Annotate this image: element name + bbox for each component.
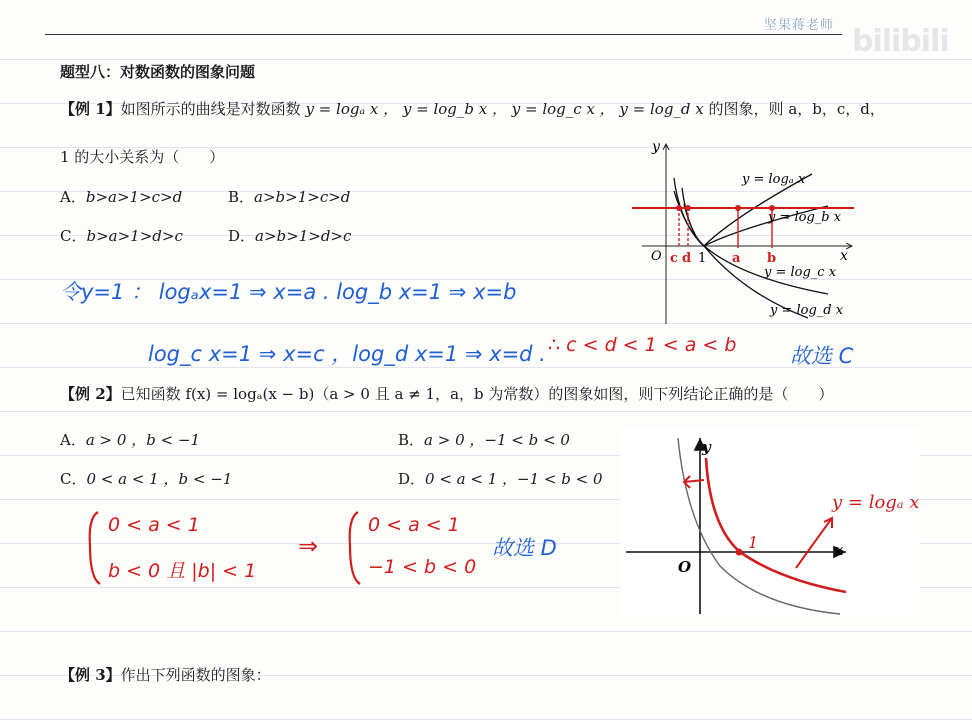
example1-option-b: B．a>b>1>c>d — [228, 188, 351, 206]
example2-option-d: D．0 < a < 1 ，−1 < b < 0 — [398, 470, 603, 488]
origin-label-2: O — [678, 558, 692, 576]
label-log-a: y = logₐ x — [742, 172, 806, 187]
example1-option-a: A．b>a>1>c>d — [60, 188, 183, 206]
example3-tag: 【例 3】 — [60, 666, 121, 684]
example1-stem-suffix: 的图象，则 a，b，c，d， — [708, 100, 885, 118]
ex2-hw-answer: 故选 D — [492, 536, 557, 560]
mark-c: c — [670, 251, 678, 266]
mark-d: d — [682, 251, 692, 266]
brace-left-1 — [84, 508, 104, 586]
example1-option-c: C．b>a>1>d>c — [60, 227, 183, 245]
example1-log-chart — [622, 136, 862, 328]
example1-stem-line2: 1 的大小关系为（ ） — [60, 148, 225, 166]
example2-stem-text: 已知函数 f(x) = logₐ(x − b)（a > 0 且 a ≠ 1，a，b 为常数）的图象如图，则下列结论正确的是（ ） — [120, 385, 834, 403]
y-axis-label: y — [652, 139, 660, 155]
ex2-hw-sys1-b: b < 0 且 |b| < 1 — [108, 560, 257, 582]
bilibili-logo: bilibili — [852, 24, 949, 59]
example1-tag: 【例 1】 — [60, 100, 121, 118]
example1-stem — [60, 98, 885, 119]
ex2-hw-sys1-a: 0 < a < 1 — [108, 514, 200, 536]
ex2-hw-sys2-b: −1 < b < 0 — [368, 556, 477, 578]
point-d — [685, 205, 691, 211]
mark-1: 1 — [698, 251, 707, 266]
mark-a: a — [732, 251, 741, 266]
example1-handwriting-conclusion: ∴ c < d < 1 < a < b — [548, 334, 737, 356]
example2-stem — [60, 383, 833, 404]
label-log-d: y = log_d x — [770, 303, 844, 318]
example1-handwriting-line2: log_c x=1 ⇒ x=c ，log_d x=1 ⇒ x=d . — [148, 342, 546, 366]
ex2-hw-arrow: ⇒ — [298, 532, 319, 560]
point-a — [735, 205, 741, 211]
example1-handwriting-answer: 故选 C — [790, 344, 854, 368]
example3-stem — [60, 664, 271, 685]
point-c — [676, 205, 682, 211]
label-log-c: y = log_c x — [764, 265, 837, 280]
handwritten-curve-label: y = logₐ x — [832, 492, 920, 513]
example3-stem-text: 作出下列函数的图象： — [120, 666, 271, 684]
brace-left-2 — [344, 508, 364, 586]
example2-tag: 【例 2】 — [60, 385, 121, 403]
ex2-hw-sys2-a: 0 < a < 1 — [368, 514, 460, 536]
example1-option-d: D．a>b>1>d>c — [228, 227, 352, 245]
example2-option-c: C．0 < a < 1 ，b < −1 — [60, 470, 233, 488]
header-rule — [45, 34, 842, 35]
mark-b: b — [767, 251, 777, 266]
example1-functions: y = logₐ x ， y = log_b x ， y = log_c x ， y = log_d x — [305, 100, 704, 118]
y-axis-label-2: y — [702, 438, 711, 456]
label-log-b: y = log_b x — [768, 210, 842, 225]
example1-handwriting-line1: 令y=1 ： logₐx=1 ⇒ x=a . log_b x=1 ⇒ x=b — [60, 280, 517, 304]
x-axis-label-2: x — [834, 541, 843, 559]
x-intercept-point — [736, 549, 743, 556]
example2-option-a: A．a > 0 ，b < −1 — [60, 431, 201, 449]
origin-label: O — [651, 249, 662, 264]
chart2-background — [620, 430, 920, 616]
watermark-text: 坚果蒋老师 — [764, 18, 835, 33]
x-intercept-label: 1 — [748, 533, 759, 552]
section-title: 题型八：对数函数的图象问题 — [60, 63, 256, 81]
example2-option-b: B．a > 0 ，−1 < b < 0 — [398, 431, 570, 449]
x-axis-label: x — [840, 248, 848, 264]
example1-stem-prefix: 如图所示的曲线是对数函数 — [120, 100, 301, 118]
example2-log-chart — [620, 430, 920, 616]
